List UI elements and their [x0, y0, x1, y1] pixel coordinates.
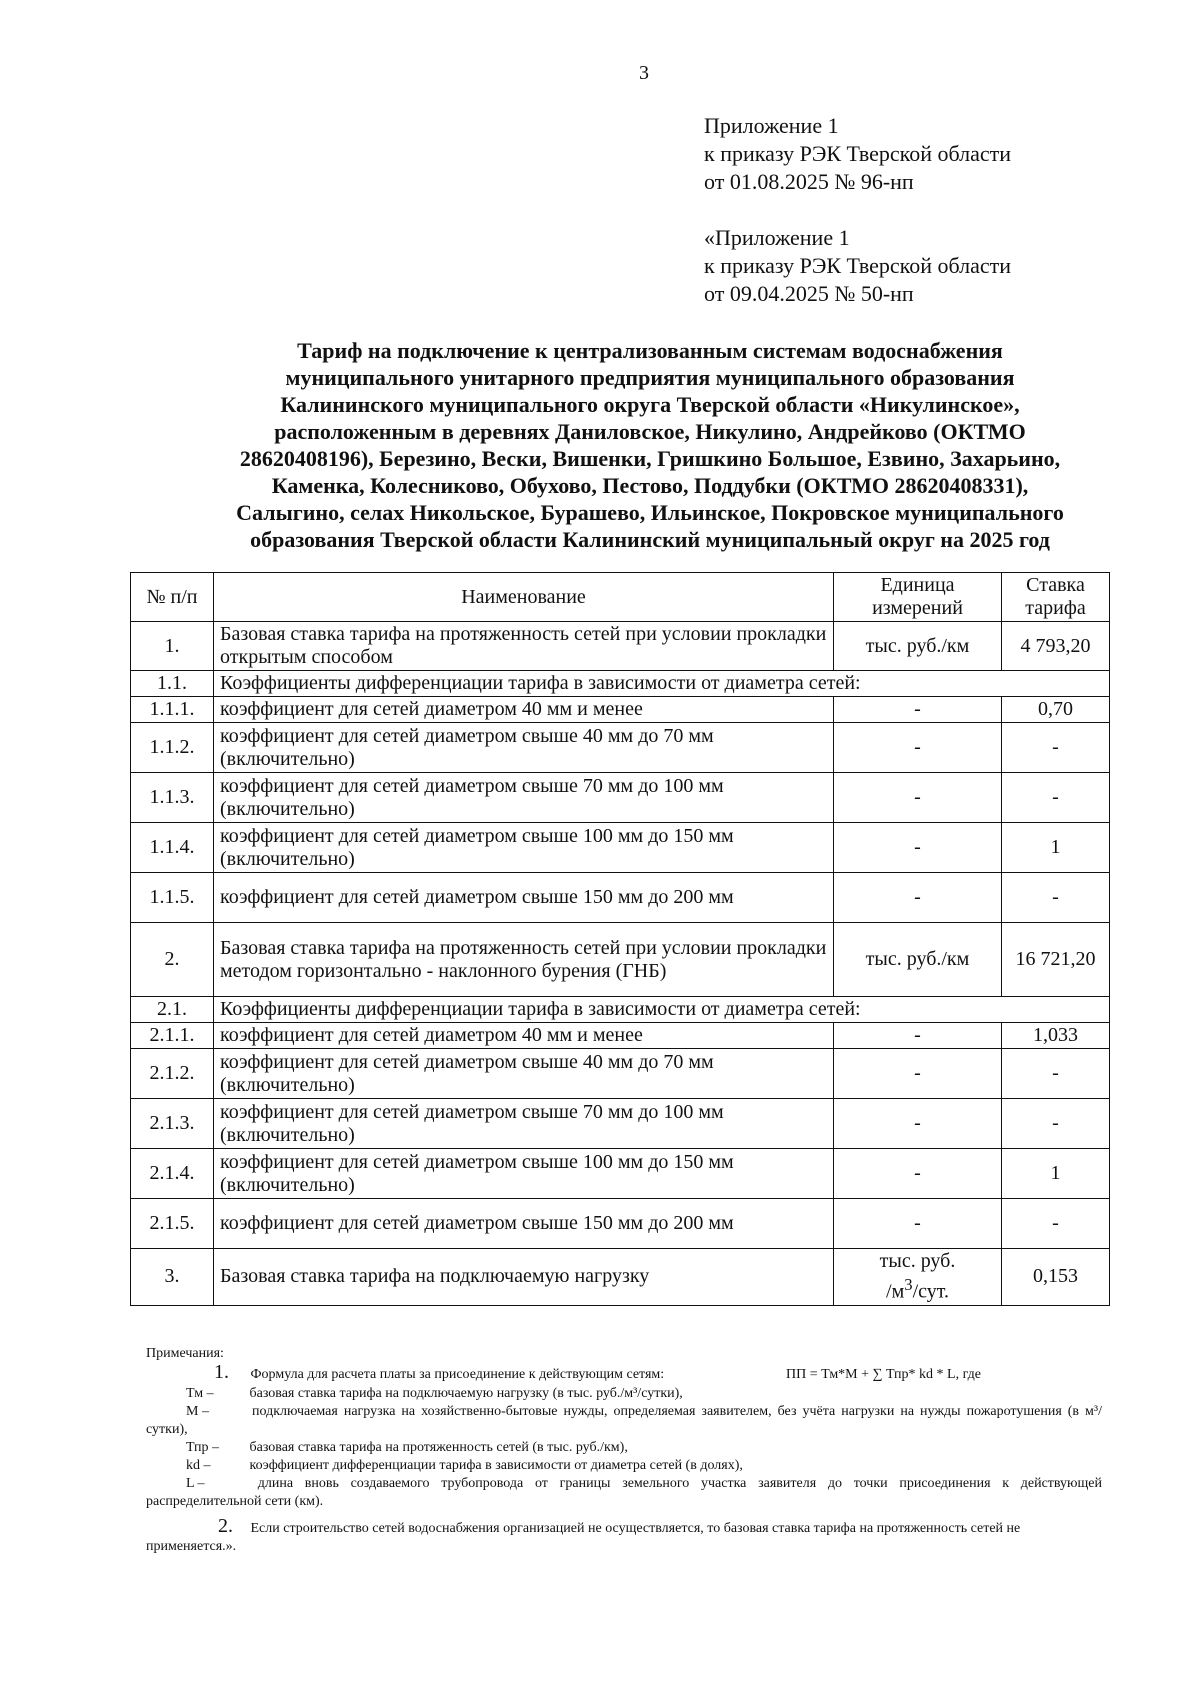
- row-name: Коэффициенты дифференциации тарифа в зависимости от диаметра сетей:: [214, 997, 1110, 1023]
- table-row: [131, 697, 1110, 723]
- def-m: [146, 1403, 1102, 1439]
- def-tpr: [146, 1439, 1102, 1457]
- table-row: [131, 1199, 1110, 1249]
- tariff-table: [130, 572, 1110, 1306]
- table-row: [131, 622, 1110, 671]
- annex-original-line1: «Приложение 1: [704, 225, 850, 250]
- row-name: коэффициент для сетей диаметром 40 мм и менее: [214, 697, 834, 723]
- header-unit: Единица измерений: [834, 573, 1002, 622]
- header-num: № п/п: [131, 573, 214, 622]
- row-rate: -: [1002, 873, 1110, 923]
- row-name: коэффициент для сетей диаметром свыше 70 мм до 100 мм (включительно): [214, 1099, 834, 1149]
- unit-line1: тыс. руб.: [879, 1250, 956, 1272]
- notes-section: [146, 1345, 1102, 1556]
- annex-current-line3: от 01.08.2025 № 96-нп: [704, 169, 914, 194]
- row-name: Базовая ставка тарифа на протяженность сетей при условии прокладки открытым способом: [214, 622, 834, 671]
- note-2-text: Если строительство сетей водоснабжения организацией не осуществляется, то базовая ставка тарифа на протяженность сетей не применяется.».: [146, 1521, 1021, 1554]
- row-unit: -: [834, 773, 1002, 823]
- row-rate: -: [1002, 1049, 1110, 1099]
- row-num: 2.1.: [131, 997, 214, 1023]
- row-name: коэффициент для сетей диаметром свыше 100 мм до 150 мм (включительно): [214, 1149, 834, 1199]
- row-name: коэффициент для сетей диаметром свыше 40 мм до 70 мм (включительно): [214, 1049, 834, 1099]
- row-rate: -: [1002, 773, 1110, 823]
- def-text: подключаемая нагрузка на хозяйственно-бытовые нужды, определяемая заявителем, без учёта нагрузки на нужды пожаротушения (в м³/сутки),: [146, 1404, 1102, 1437]
- annex-original-line3: от 09.04.2025 № 50-нп: [704, 281, 914, 306]
- row-unit: -: [834, 1149, 1002, 1199]
- def-text: базовая ставка тарифа на подключаемую нагрузку (в тыс. руб./м³/сутки),: [249, 1386, 683, 1401]
- row-num: 2.1.5.: [131, 1199, 214, 1249]
- table-row: [131, 773, 1110, 823]
- row-rate: -: [1002, 1199, 1110, 1249]
- annex-current-line2: к приказу РЭК Тверской области: [704, 141, 1012, 166]
- title-line: Тариф на подключение к централизованным системам водоснабжения: [297, 338, 1003, 363]
- row-unit: -: [834, 1023, 1002, 1049]
- row-unit: -: [834, 723, 1002, 773]
- row-num: 1.1.5.: [131, 873, 214, 923]
- row-num: 2.1.1.: [131, 1023, 214, 1049]
- def-text: базовая ставка тарифа на протяженность сетей (в тыс. руб./км),: [249, 1440, 628, 1455]
- header-rate: Ставка тарифа: [1002, 573, 1110, 622]
- row-num: 1.: [131, 622, 214, 671]
- page-number: 3: [639, 62, 649, 84]
- notes-heading: Примечания:: [146, 1346, 224, 1361]
- table-row: [131, 1049, 1110, 1099]
- note-item-1: [146, 1363, 1102, 1385]
- table-row: [131, 823, 1110, 873]
- note-1-number: 1.: [214, 1361, 229, 1383]
- formula: ПП = Тм*М + ∑ Тпр* kd * L, где: [786, 1367, 981, 1382]
- annex-original: [704, 224, 1011, 308]
- table-row: [131, 671, 1110, 697]
- row-rate: 0,70: [1002, 697, 1110, 723]
- row-name: коэффициент для сетей диаметром свыше 40 мм до 70 мм (включительно): [214, 723, 834, 773]
- table-row: [131, 997, 1110, 1023]
- row-num: 1.1.3.: [131, 773, 214, 823]
- annex-current-line1: Приложение 1: [704, 113, 839, 138]
- row-unit: -: [834, 697, 1002, 723]
- row-name: Коэффициенты дифференциации тарифа в зависимости от диаметра сетей:: [214, 671, 1110, 697]
- row-name: коэффициент для сетей диаметром свыше 150 мм до 200 мм: [214, 873, 834, 923]
- row-unit: тыс. руб./км: [834, 622, 1002, 671]
- def-text: коэффициент дифференциации тарифа в зависимости от диаметра сетей (в долях),: [249, 1458, 743, 1473]
- title-line: Салыгино, селах Никольское, Бурашево, Ильинское, Покровское муниципального: [236, 500, 1064, 525]
- title-line: образования Тверской области Калининский муниципальный округ на 2025 год: [250, 527, 1050, 552]
- title-line: 28620408196), Березино, Вески, Вишенки, Гришкино Большое, Езвино, Захарьино,: [239, 446, 1061, 471]
- table-row: [131, 873, 1110, 923]
- unit-line2-prefix: /м: [886, 1280, 905, 1303]
- row-rate: 4 793,20: [1002, 622, 1110, 671]
- def-tm: [146, 1385, 1102, 1403]
- title-line: Калининского муниципального округа Тверской области «Никулинское»,: [280, 392, 1020, 417]
- row-rate: 16 721,20: [1002, 923, 1110, 997]
- row-unit: -: [834, 873, 1002, 923]
- row-num: 2.1.2.: [131, 1049, 214, 1099]
- row-rate: 1: [1002, 1149, 1110, 1199]
- row-rate: 1,033: [1002, 1023, 1110, 1049]
- title-line: расположенным в деревнях Даниловское, Никулино, Андрейково (ОКТМО: [274, 419, 1026, 444]
- row-unit: [834, 1249, 1002, 1306]
- unit-sup: 3: [904, 1275, 913, 1294]
- unit-line2-suffix: /сут.: [912, 1280, 949, 1303]
- row-name: Базовая ставка тарифа на подключаемую нагрузку: [214, 1249, 834, 1306]
- row-unit: -: [834, 1099, 1002, 1149]
- row-unit: -: [834, 1049, 1002, 1099]
- row-name: коэффициент для сетей диаметром 40 мм и менее: [214, 1023, 834, 1049]
- note-1-text: Формула для расчета платы за присоединение к действующим сетям:: [250, 1367, 665, 1382]
- table-header-row: [131, 573, 1110, 622]
- def-symbol: Тпр –: [186, 1440, 220, 1455]
- def-symbol: kd –: [186, 1458, 211, 1473]
- def-symbol: L –: [186, 1476, 205, 1491]
- document-title: [150, 337, 1150, 553]
- row-num: 1.1.2.: [131, 723, 214, 773]
- note-2-number: 2.: [218, 1515, 233, 1537]
- row-unit: -: [834, 823, 1002, 873]
- row-unit: тыс. руб./км: [834, 923, 1002, 997]
- table-row: [131, 923, 1110, 997]
- table-row: [131, 1099, 1110, 1149]
- row-rate: -: [1002, 723, 1110, 773]
- def-kd: [146, 1457, 1102, 1475]
- annex-original-line2: к приказу РЭК Тверской области: [704, 253, 1012, 278]
- row-num: 3.: [131, 1249, 214, 1306]
- row-name: Базовая ставка тарифа на протяженность сетей при условии прокладки методом горизонтально - наклонного бурения (ГНБ): [214, 923, 834, 997]
- def-symbol: Тм –: [186, 1386, 214, 1401]
- row-num: 1.1.4.: [131, 823, 214, 873]
- title-line: муниципального унитарного предприятия муниципального образования: [285, 365, 1015, 390]
- row-rate: -: [1002, 1099, 1110, 1149]
- def-l: [146, 1475, 1102, 1511]
- row-name: коэффициент для сетей диаметром свыше 100 мм до 150 мм (включительно): [214, 823, 834, 873]
- note-item-2: [146, 1517, 1102, 1556]
- row-num: 1.1.1.: [131, 697, 214, 723]
- def-symbol: М –: [186, 1404, 209, 1419]
- row-num: 2.: [131, 923, 214, 997]
- row-rate: 1: [1002, 823, 1110, 873]
- row-num: 1.1.: [131, 671, 214, 697]
- row-name: коэффициент для сетей диаметром свыше 70 мм до 100 мм (включительно): [214, 773, 834, 823]
- row-num: 2.1.4.: [131, 1149, 214, 1199]
- row-name: коэффициент для сетей диаметром свыше 150 мм до 200 мм: [214, 1199, 834, 1249]
- row-rate: 0,153: [1002, 1249, 1110, 1306]
- header-name: Наименование: [214, 573, 834, 622]
- table-row: [131, 1023, 1110, 1049]
- def-text: длина вновь создаваемого трубопровода от границы земельного участка заявителя до точки присоединения к действующей распределительной сети (км).: [146, 1476, 1102, 1509]
- table-row: [131, 1249, 1110, 1306]
- annex-current: [704, 112, 1011, 196]
- row-num: 2.1.3.: [131, 1099, 214, 1149]
- title-line: Каменка, Колесниково, Обухово, Пестово, Поддубки (ОКТМО 28620408331),: [271, 473, 1029, 498]
- table-row: [131, 723, 1110, 773]
- table-row: [131, 1149, 1110, 1199]
- row-unit: -: [834, 1199, 1002, 1249]
